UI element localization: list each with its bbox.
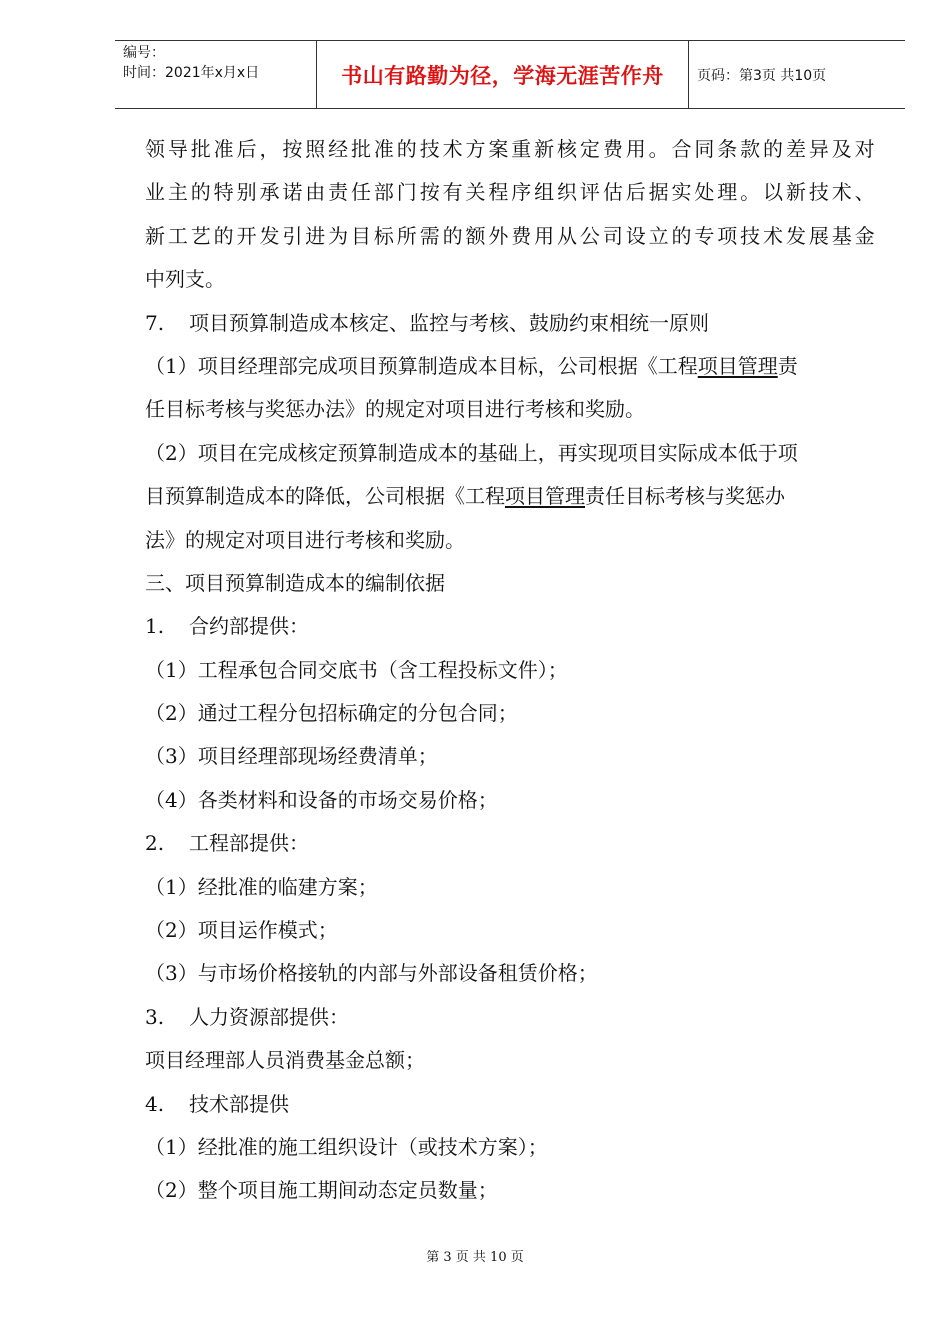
header-motto: 书山有路勤为径，学海无涯苦作舟	[341, 63, 664, 88]
list-item: （2）整个项目施工期间动态定员数量；	[145, 1178, 498, 1203]
paragraph-line: 中列支。	[145, 267, 225, 292]
header-motto-cell	[317, 41, 689, 108]
paragraph-line	[145, 475, 875, 518]
subsection-heading	[145, 996, 875, 1039]
list-item: （4）各类材料和设备的市场交易价格；	[145, 787, 498, 812]
item-7-heading	[145, 302, 875, 345]
item-number: 4.	[145, 1091, 165, 1116]
text-run: 目预算制造成本的降低，公司根据《工程	[145, 484, 505, 509]
text-run: 责	[777, 353, 798, 378]
list-item: （3）项目经理部现场经费清单；	[145, 744, 438, 769]
list-item: （3）与市场价格接轨的内部与外部设备租赁价格；	[145, 961, 598, 986]
paragraph-line: 领 导 批 准 后 ， 按 照 经 批 准 的 技 术 方 案 重 新 核 定 费 用 。 合 同 条 款 的 差 异 及 对	[145, 137, 875, 161]
page-header	[115, 40, 905, 109]
paragraph-line	[145, 345, 875, 388]
underlined-term: 项目管理	[505, 484, 585, 509]
list-item: （2）项目运作模式；	[145, 918, 338, 943]
item-text: 技术部提供	[189, 1091, 289, 1116]
item-number: 1.	[145, 614, 165, 639]
paragraph-line: 法》的规定对项目进行考核和奖励。	[145, 527, 465, 552]
section-heading: 三、项目预算制造成本的编制依据	[145, 570, 445, 595]
item-number: 3.	[145, 1004, 165, 1029]
item-text: 合约部提供：	[189, 614, 309, 639]
paragraph-line: 任目标考核与奖惩办法》的规定对项目进行考核和奖励。	[145, 397, 645, 422]
number-label: 编号：	[123, 45, 165, 61]
item-number: 2.	[145, 831, 165, 856]
header-page-info: 页码：第3页 共10页	[697, 67, 827, 84]
text-run: 责任目标考核与奖惩办	[585, 484, 785, 509]
header-meta	[115, 41, 317, 108]
paragraph-line: （2）项目在完成核定预算制造成本的基础上，再实现项目实际成本低于项	[145, 440, 798, 465]
document-body	[145, 128, 875, 1213]
list-item: （1）经批准的临建方案；	[145, 874, 378, 899]
item-text: 项目预算制造成本核定、监控与考核、鼓励约束相统一原则	[189, 310, 709, 335]
time-label: 时间：2021年x月x日	[123, 65, 260, 81]
subsection-heading	[145, 605, 875, 648]
list-item: （1）工程承包合同交底书（含工程投标文件）；	[145, 657, 568, 682]
item-number: 7.	[145, 310, 165, 335]
paragraph-line: 新 工 艺 的 开 发 引 进 为 目 标 所 需 的 额 外 费 用 从 公 司 设 立 的 专 项 技 术 发 展 基 金	[145, 223, 875, 248]
subsection-heading	[145, 1083, 875, 1126]
subsection-heading	[145, 822, 875, 865]
page-footer: 第 3 页 共 10 页	[426, 1250, 524, 1265]
underlined-term: 项目管理	[697, 353, 778, 378]
paragraph-line: 业 主 的 特 别 承 诺 由 责 任 部 门 按 有 关 程 序 组 织 评 估 后 据 实 处 理 。 以 新 技 术 、	[145, 180, 875, 205]
item-text: 工程部提供：	[189, 831, 309, 856]
list-item: （2）通过工程分包招标确定的分包合同；	[145, 701, 518, 726]
text-run: （1）项目经理部完成项目预算制造成本目标，公司根据《工程	[145, 353, 698, 378]
list-item: （1）经批准的施工组织设计（或技术方案）；	[145, 1134, 548, 1159]
list-item: 项目经理部人员消费基金总额；	[145, 1048, 425, 1073]
item-text: 人力资源部提供：	[189, 1004, 349, 1029]
